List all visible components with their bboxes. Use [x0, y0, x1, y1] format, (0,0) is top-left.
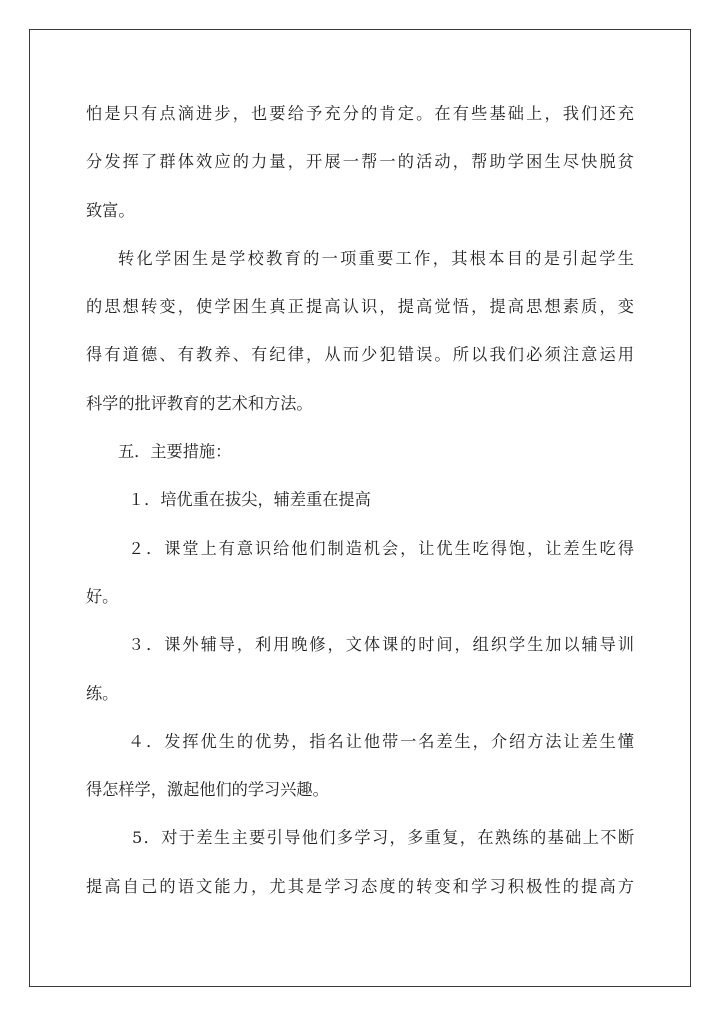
text-line: 转化学困生是学校教育的一项重要工作，其根本目的是引起学生	[118, 248, 634, 268]
text-line: 科学的批评教育的艺术和方法。	[86, 393, 313, 413]
text-line: 致富。	[86, 200, 135, 220]
list-item: １．培优重在拔尖，辅差重在提高	[128, 490, 371, 510]
text-line: 的思想转变，使学困生真正提高认识，提高觉悟，提高思想素质，变	[86, 297, 634, 317]
text-line: 提高自己的语文能力，尤其是学习态度的转变和学习积极性的提高方	[86, 876, 634, 896]
text-line: 分发挥了群体效应的力量，开展一帮一的活动，帮助学困生尽快脱贫	[86, 152, 634, 172]
text-line: 得怎样学，激起他们的学习兴趣。	[86, 780, 329, 800]
text-line: 练。	[86, 683, 119, 703]
list-item: ４．发挥优生的优势，指名让他带一名差生，介绍方法让差生懂	[128, 731, 634, 751]
section-heading: 五．主要措施：	[118, 442, 232, 462]
list-item: ３．课外辅导，利用晚修，文体课的时间，组织学生加以辅导训	[128, 635, 634, 655]
text-line: 怕是只有点滴进步，也要给予充分的肯定。在有些基础上，我们还充	[86, 104, 634, 123]
list-item: 5．对于差生主要引导他们多学习，多重复，在熟练的基础上不断	[132, 828, 634, 848]
list-item: ２．课堂上有意识给他们制造机会，让优生吃得饱，让差生吃得	[128, 538, 634, 558]
text-line: 得有道德、有教养、有纪律，从而少犯错误。所以我们必须注意运用	[86, 345, 634, 365]
text-line: 好。	[86, 586, 119, 606]
document-body	[86, 90, 634, 911]
